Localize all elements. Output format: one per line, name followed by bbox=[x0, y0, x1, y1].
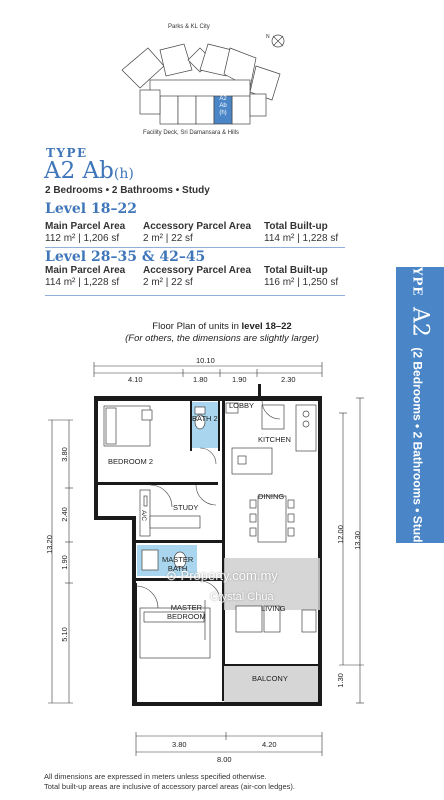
dim-top-3: 1.90 bbox=[232, 375, 247, 384]
watermark bbox=[166, 568, 278, 584]
footnote-2: Total built-up areas are inclusive of accessory parcel areas (air-con ledges). bbox=[44, 782, 295, 791]
unit-tag-line3: (h) bbox=[219, 110, 227, 116]
floorplan-title-level: level 18–22 bbox=[241, 321, 292, 332]
level-2-title: Level 28–35 & 42–45 bbox=[45, 249, 206, 265]
type-label: TYPE bbox=[46, 146, 88, 160]
dim-bottom-2: 4.20 bbox=[262, 740, 277, 749]
room-master-bath-line2: BATH bbox=[167, 564, 188, 573]
dim-top-2: 1.80 bbox=[193, 375, 208, 384]
dim-right-3: 1.30 bbox=[335, 673, 345, 688]
north-label: N bbox=[266, 34, 270, 40]
dim-left-4: 5.10 bbox=[59, 627, 69, 642]
level-2-col3-val: 116 m² | 1,250 sf bbox=[264, 277, 339, 288]
level-1-col1-val: 112 m² | 1,206 sf bbox=[45, 233, 120, 244]
watermark-text: Property.com.my bbox=[180, 568, 278, 583]
room-balcony: BALCONY bbox=[252, 674, 288, 683]
level-2-col3-head: Total Built-up bbox=[264, 265, 328, 276]
level-1-col2-val: 2 m² | 22 sf bbox=[143, 233, 193, 244]
room-lobby: LOBBY bbox=[229, 401, 255, 410]
room-study: STUDY bbox=[173, 503, 199, 512]
level-1-title: Level 18–22 bbox=[45, 201, 137, 217]
floorplan-subtitle: (For others, the dimensions are slightly larger) bbox=[125, 333, 319, 344]
dim-left-2: 2.40 bbox=[59, 507, 69, 522]
room-master-bedroom bbox=[167, 603, 206, 621]
level-1-col2-head: Accessory Parcel Area bbox=[143, 221, 252, 232]
unit-tag-line2: Ab bbox=[219, 103, 227, 109]
dim-left-1: 3.80 bbox=[59, 447, 69, 462]
side-tab-desc: (2 Bedrooms • 2 Bathrooms • Study) bbox=[410, 347, 425, 554]
level-1-col1-head: Main Parcel Area bbox=[45, 221, 126, 232]
unit-tag-line1: A2 bbox=[219, 96, 227, 102]
dim-top-4: 2.30 bbox=[281, 375, 296, 384]
dim-bottom-1: 3.80 bbox=[172, 740, 187, 749]
dim-right-2: 13.30 bbox=[352, 531, 362, 550]
room-master-bedroom-line2: BEDROOM bbox=[167, 612, 206, 621]
level-2-col1-head: Main Parcel Area bbox=[45, 265, 126, 276]
room-dining: DINING bbox=[258, 492, 285, 501]
room-kitchen: KITCHEN bbox=[258, 435, 291, 444]
dim-right-1: 12.00 bbox=[335, 525, 345, 544]
room-bedroom2: BEDROOM 2 bbox=[108, 457, 154, 466]
type-description: 2 Bedrooms • 2 Bathrooms • Study bbox=[45, 185, 210, 196]
floorplan-title-prefix: Floor Plan of units in bbox=[152, 321, 242, 332]
dim-bottom-total: 8.00 bbox=[217, 755, 232, 764]
side-tab-type: TYPE bbox=[410, 256, 425, 297]
room-living: LIVING bbox=[261, 604, 286, 613]
footnote-1: All dimensions are expressed in meters unless specified otherwise. bbox=[44, 772, 267, 781]
level-2-col1-val: 114 m² | 1,228 sf bbox=[45, 277, 120, 288]
type-name-suffix: (h) bbox=[113, 166, 134, 182]
level-2-col2-head: Accessory Parcel Area bbox=[143, 265, 252, 276]
level-2-col2-val: 2 m² | 22 sf bbox=[143, 277, 193, 288]
room-master-bath-line1: MASTER bbox=[162, 555, 194, 564]
dim-left-total: 13.20 bbox=[44, 535, 54, 554]
keyplan-bottom-label: Facility Deck, Sri Damansara & Hills bbox=[143, 130, 240, 136]
watermark-name: Crystal Chua bbox=[210, 591, 274, 603]
type-name-main: A2 Ab bbox=[44, 158, 114, 184]
room-master-bedroom-line1: MASTER bbox=[170, 603, 203, 612]
level-1-col3-head: Total Built-up bbox=[264, 221, 328, 232]
room-ac: A/C bbox=[139, 510, 147, 521]
keyplan-top-label: Parks & KL City bbox=[168, 24, 210, 30]
room-bath2: BATH 2 bbox=[192, 414, 218, 423]
dim-left-3: 1.90 bbox=[59, 555, 69, 570]
watermark-logo-icon: ⊙ bbox=[166, 568, 177, 583]
dim-top-total: 10.10 bbox=[196, 356, 215, 365]
dim-top-1: 4.10 bbox=[128, 375, 143, 384]
side-tab-name: A2 bbox=[407, 307, 433, 337]
level-1-col3-val: 114 m² | 1,228 sf bbox=[264, 233, 339, 244]
